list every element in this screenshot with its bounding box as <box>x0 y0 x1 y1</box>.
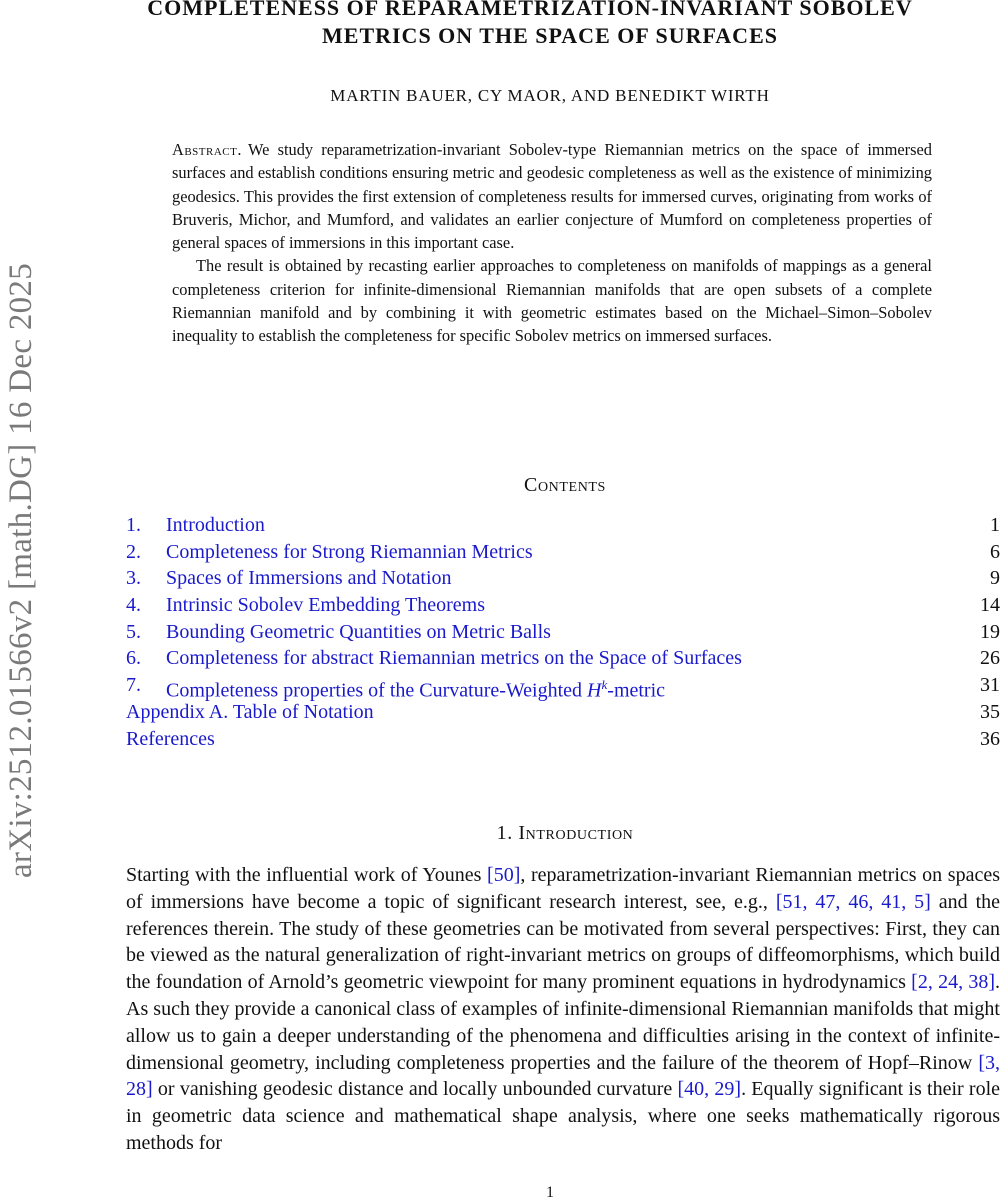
section-number: 1. <box>496 822 513 844</box>
toc-page: 6 <box>990 540 1000 563</box>
toc-link[interactable]: Spaces of Immersions and Notation <box>166 567 452 590</box>
intro-text: and the references therein. The study of these geometries can be motivated from several perspectives: First, they can be viewed as the natural generalization of right-invariant metrics on groups of diffeomorphisms, which build the foundation of Arnold’s geometric viewpoint for many prominent equations in hydrodynamics <box>126 890 1000 994</box>
citation-link[interactable]: [40, 29] <box>677 1078 742 1101</box>
abstract-paragraph-2: The result is obtained by recasting earlier approaches to completeness on manifolds of mappings as a general completeness criterion for infinite-dimensional Riemannian manifolds that are open subsets of a complete Riemannian manifold and by combining it with geometric estimates based on the Michael–Simon–Sobolev inequality to establish the completeness for specific Sobolev metrics on immersed surfaces. <box>172 256 932 346</box>
page-number: 1 <box>546 1184 554 1201</box>
intro-paragraph <box>126 862 1000 1157</box>
title-line-2: METRICS ON THE SPACE OF SURFACES <box>322 23 778 48</box>
toc-number: 6. <box>126 647 141 670</box>
toc-page: 31 <box>980 674 1000 697</box>
toc-page: 36 <box>980 727 1000 750</box>
toc-page: 26 <box>980 647 1000 670</box>
intro-text: , reparametrization-invariant Riemannian metrics on spaces of immersions have become a topic of significant research interest, see, e.g., <box>126 864 1000 913</box>
arxiv-identifier: arXiv:2512.01566v2 [math.DG] 16 Dec 2025 <box>3 262 40 878</box>
citation-link[interactable]: [50] <box>487 864 521 886</box>
intro-text: . Equally significant is their role in geometric data science and mathematical shape analysis, where one seeks mathematically rigorous methods for <box>126 1078 1000 1154</box>
citation-link[interactable]: [3, 28] <box>126 1051 1000 1101</box>
toc-number: 5. <box>126 620 141 643</box>
toc-link[interactable]: Intrinsic Sobolev Embedding Theorems <box>166 594 486 617</box>
toc-number: 7. <box>126 674 141 697</box>
toc-entry-sobolev-embedding[interactable] <box>126 592 1000 619</box>
citation-link[interactable]: [2, 24, 38] <box>911 971 995 994</box>
section-heading <box>0 822 1000 845</box>
toc-link[interactable]: Introduction <box>166 514 265 536</box>
toc-number: 3. <box>126 567 141 590</box>
table-of-contents <box>126 512 1000 752</box>
paper-title <box>0 0 1000 50</box>
toc-link[interactable]: References <box>126 727 215 750</box>
toc-number: 1. <box>126 514 141 536</box>
toc-entry-strong-metrics[interactable] <box>126 539 1000 566</box>
toc-entry-abstract-metrics[interactable] <box>126 645 1000 672</box>
intro-text: or vanishing geodesic distance and locally unbounded curvature <box>152 1078 678 1101</box>
abstract-text-1: We study reparametrization-invariant Sobolev-type Riemannian metrics on the space of immersed surfaces and establish conditions ensuring metric and geodesic completeness as well as the existence of minimizing geodesics. This provides the first extension of completeness results for immersed curves, originating from works of Bruveris, Michor, and Mumford, and validates an earlier conjecture of Mumford on completeness properties of general spaces of immersions in this important case. <box>172 140 932 253</box>
contents-heading: Contents <box>524 474 606 496</box>
toc-number: 2. <box>126 540 141 563</box>
abstract <box>172 138 932 348</box>
section-title: Introduction <box>518 822 634 844</box>
toc-entry-appendix[interactable] <box>126 699 1000 726</box>
toc-link[interactable]: Completeness for Strong Riemannian Metrics <box>166 540 533 563</box>
intro-text: Starting with the influential work of Younes <box>126 864 488 886</box>
author-list: MARTIN BAUER, CY MAOR, AND BENEDIKT WIRTH <box>330 86 770 105</box>
toc-entry-immersions[interactable] <box>126 565 1000 592</box>
abstract-heading: Abstract. <box>172 140 242 159</box>
toc-entry-introduction[interactable] <box>126 512 1000 539</box>
toc-link[interactable]: Completeness properties of the Curvature-Weighted $H^k$-metric <box>166 677 666 702</box>
toc-entry-references[interactable] <box>126 726 1000 753</box>
toc-entry-metric-balls[interactable] <box>126 619 1000 646</box>
intro-text: . As such they provide a canonical class of examples of infinite-dimensional Riemannian manifolds that might allow us to gain a deeper understanding of the phenomena and difficulties arising in the context of infinite-dimensional geometry, including completeness properties and the failure of the theorem of Hopf–Rinow <box>126 971 1000 1074</box>
toc-page: 19 <box>980 620 1000 643</box>
toc-page: 1 <box>990 514 1000 536</box>
toc-page: 9 <box>990 567 1000 590</box>
toc-page: 14 <box>980 594 1000 617</box>
toc-entry-curvature-weighted[interactable] <box>126 672 1000 702</box>
citation-link[interactable]: [51, 47, 46, 41, 5] <box>775 890 931 913</box>
title-line-1: COMPLETENESS OF REPARAMETRIZATION-INVARIANT SOBOLEV <box>147 0 913 20</box>
toc-link[interactable]: Bounding Geometric Quantities on Metric Balls <box>166 620 551 643</box>
toc-number: 4. <box>126 594 141 617</box>
abstract-paragraph-1 <box>172 138 932 254</box>
intro-body <box>126 862 1000 1157</box>
toc-link[interactable]: Completeness for abstract Riemannian metrics on the Space of Surfaces <box>166 647 742 670</box>
toc-link[interactable]: Appendix A. Table of Notation <box>126 700 374 723</box>
toc-page: 35 <box>980 700 1000 723</box>
